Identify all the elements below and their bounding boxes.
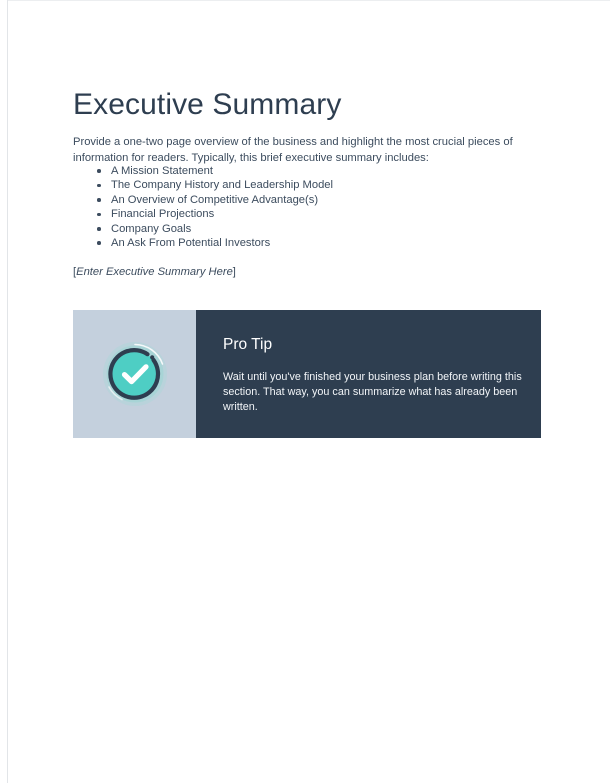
list-item bbox=[73, 236, 473, 250]
list-item-label: The Company History and Leadership Model bbox=[111, 179, 334, 192]
list-item bbox=[73, 222, 473, 236]
callout-title: Pro Tip bbox=[223, 336, 273, 353]
list-item bbox=[73, 207, 473, 221]
placeholder-close-bracket: ] bbox=[232, 266, 236, 278]
page-top-border bbox=[7, 0, 610, 1]
intro-paragraph: Provide a one-two page overview of the business and highlight the most crucial pieces of information for readers. Typically, this brief executive summary includes: bbox=[73, 136, 513, 164]
bullet-icon bbox=[97, 198, 101, 202]
bullet-icon bbox=[97, 169, 101, 173]
list-item-label: A Mission Statement bbox=[111, 165, 213, 177]
callout-icon-panel bbox=[73, 310, 196, 438]
list-item bbox=[73, 178, 473, 192]
bullet-icon bbox=[97, 213, 101, 217]
placeholder-open-bracket: [ bbox=[73, 266, 77, 278]
list-item-label: Company Goals bbox=[111, 222, 192, 235]
summary-bullet-list bbox=[73, 164, 473, 250]
page-title: Executive Summary bbox=[73, 88, 342, 122]
page-left-border bbox=[7, 0, 8, 783]
list-item bbox=[73, 164, 473, 178]
placeholder-text: Enter Executive Summary Here bbox=[76, 266, 233, 278]
list-item bbox=[73, 193, 473, 207]
check-circle-icon bbox=[98, 337, 172, 411]
bullet-icon bbox=[97, 227, 101, 231]
bullet-icon bbox=[97, 241, 101, 245]
bullet-icon bbox=[97, 184, 101, 188]
callout-text: Wait until you've finished your business plan before writing this section. That way, you can summarize what has already been written. bbox=[223, 371, 522, 414]
pro-tip-callout bbox=[73, 310, 541, 438]
callout-body-panel bbox=[196, 310, 541, 438]
summary-placeholder-field[interactable] bbox=[73, 265, 236, 280]
list-item-label: Financial Projections bbox=[111, 208, 215, 221]
list-item-label: An Ask From Potential Investors bbox=[111, 236, 271, 249]
list-item-label: An Overview of Competitive Advantage(s) bbox=[111, 193, 319, 206]
